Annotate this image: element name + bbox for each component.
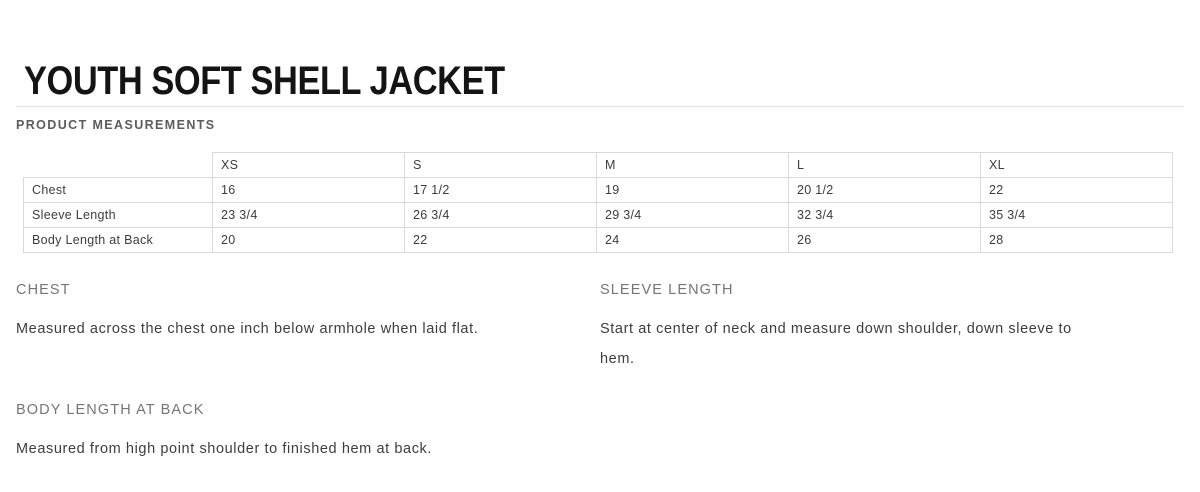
table-row: [24, 203, 1173, 228]
cell-chest-s: 17 1/2: [405, 178, 597, 203]
table-corner-cell: [24, 153, 213, 178]
measurements-table: [23, 152, 1173, 253]
cell-body-length-xl: 28: [980, 228, 1172, 253]
row-label-chest: Chest: [24, 178, 213, 203]
table-header-xs: XS: [213, 153, 405, 178]
cell-sleeve-l: 32 3/4: [788, 203, 980, 228]
cell-chest-xs: 16: [213, 178, 405, 203]
cell-sleeve-s: 26 3/4: [405, 203, 597, 228]
note-heading-sleeve-length: SLEEVE LENGTH: [600, 282, 734, 298]
note-heading-chest: CHEST: [16, 282, 71, 298]
cell-chest-xl: 22: [980, 178, 1172, 203]
page-title: YOUTH SOFT SHELL JACKET: [24, 58, 505, 103]
table-header-row: [24, 153, 1173, 178]
note-sleeve-length: [600, 282, 1184, 374]
cell-chest-m: 19: [597, 178, 789, 203]
table-header-s: S: [405, 153, 597, 178]
section-label: PRODUCT MEASUREMENTS: [16, 118, 216, 132]
cell-body-length-m: 24: [597, 228, 789, 253]
cell-body-length-l: 26: [788, 228, 980, 253]
cell-sleeve-xl: 35 3/4: [980, 203, 1172, 228]
cell-body-length-s: 22: [405, 228, 597, 253]
cell-sleeve-m: 29 3/4: [597, 203, 789, 228]
table-header-l: L: [788, 153, 980, 178]
note-text-chest: Measured across the chest one inch below armhole when laid flat.: [16, 321, 479, 337]
note-chest: [16, 282, 600, 374]
note-heading-body-length-at-back: BODY LENGTH AT BACK: [16, 402, 205, 418]
header-divider: [16, 106, 1184, 107]
cell-sleeve-xs: 23 3/4: [213, 203, 405, 228]
cell-chest-l: 20 1/2: [788, 178, 980, 203]
note-body-length-at-back: [16, 402, 600, 464]
table-row: [24, 178, 1173, 203]
measurement-notes: [16, 282, 1184, 492]
table-header-m: M: [597, 153, 789, 178]
table-row: [24, 228, 1173, 253]
table-header-xl: XL: [980, 153, 1172, 178]
row-label-body-length-at-back: Body Length at Back: [24, 228, 213, 253]
note-text-sleeve-length: Start at center of neck and measure down shoulder, down sleeve to hem.: [600, 321, 1072, 367]
row-label-sleeve-length: Sleeve Length: [24, 203, 213, 228]
cell-body-length-xs: 20: [213, 228, 405, 253]
note-text-body-length-at-back: Measured from high point shoulder to finished hem at back.: [16, 441, 433, 457]
